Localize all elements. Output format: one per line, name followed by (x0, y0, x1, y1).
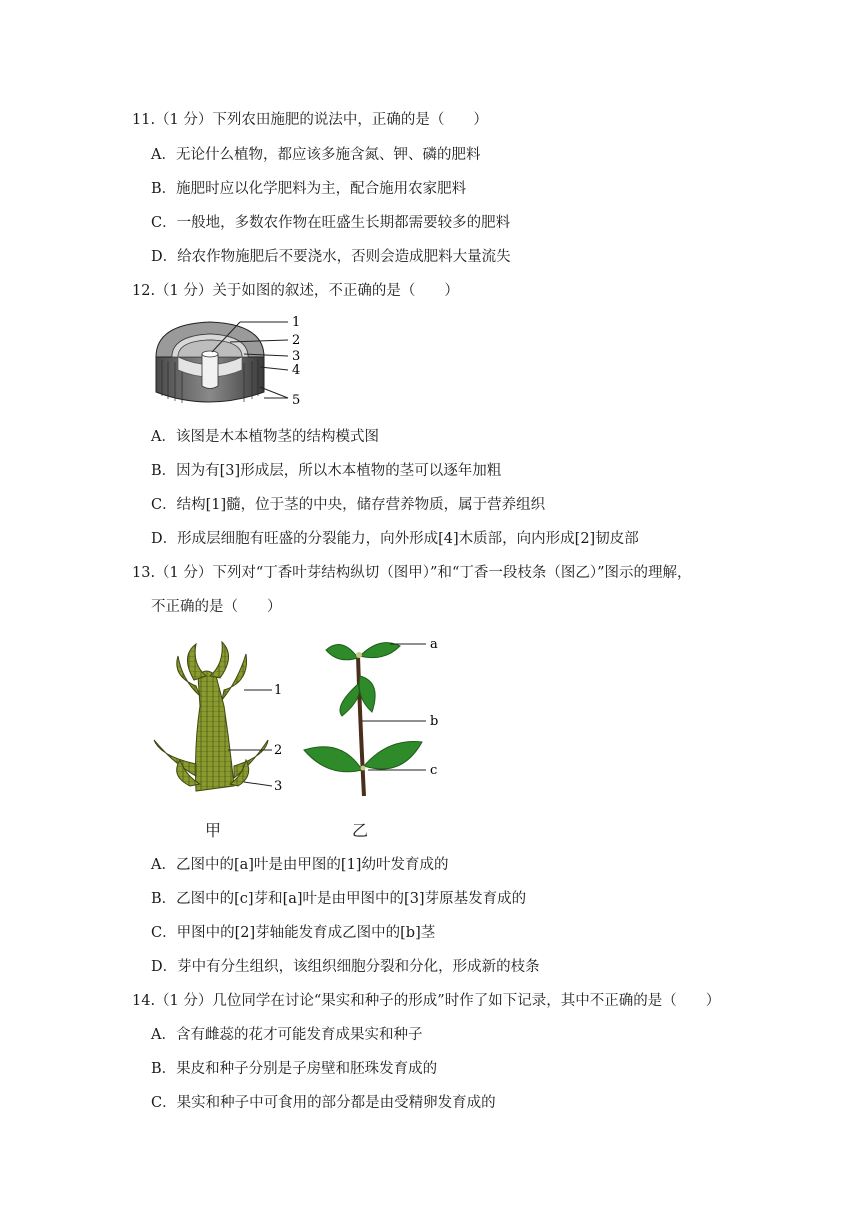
q12-option-c: C．结构[1]髓，位于茎的中央，储存营养物质，属于营养组织 (151, 497, 546, 513)
question-13-stem: 13.（1 分）下列对“丁香叶芽结构纵切（图甲）”和“丁香一段枝条（图乙）”图示的理解， (132, 565, 692, 581)
fig12-label-3: 3 (292, 349, 301, 364)
fig13-jia-label-1: 1 (274, 683, 283, 698)
fig12-label-2: 2 (292, 333, 301, 348)
question-11-stem: 11.（1 分）下列农田施肥的说法中，正确的是（ ） (132, 112, 488, 128)
q14-option-c: C．果实和种子中可食用的部分都是由受精卵发育成的 (151, 1095, 496, 1111)
q11-option-a: A．无论什么植物，都应该多施含氮、钾、磷的肥料 (151, 147, 481, 163)
fig13-jia-label-3: 3 (274, 779, 283, 794)
fig13-yi-label-c: c (430, 763, 438, 778)
fig13-jia-label-2: 2 (274, 743, 283, 758)
q13-option-b: B．乙图中的[c]芽和[a]叶是由甲图中的[3]芽原基发育成的 (151, 891, 527, 907)
q13-option-a: A．乙图中的[a]叶是由甲图的[1]幼叶发育成的 (151, 857, 449, 873)
fig12-label-4: 4 (292, 363, 301, 378)
fig13-yi-label-a: a (430, 637, 438, 652)
fig13-yi-caption: 乙 (352, 821, 369, 840)
question-14-stem: 14.（1 分）几位同学在讨论“果实和种子的形成”时作了如下记录，其中不正确的是（ ） (132, 993, 721, 1009)
fig12-label-1: 1 (292, 315, 301, 330)
q12-option-b: B．因为有[3]形成层，所以木本植物的茎可以逐年加粗 (151, 463, 502, 479)
question-13-stem-cont: 不正确的是（ ） (151, 599, 282, 615)
q11-option-c: C．一般地，多数农作物在旺盛生长期都需要较多的肥料 (151, 215, 511, 231)
fig13-yi-label-b: b (430, 714, 439, 729)
fig12-label-5: 5 (292, 393, 301, 408)
q14-option-a: A．含有雌蕊的花才可能发育成果实和种子 (151, 1027, 423, 1043)
q12-option-a: A．该图是木本植物茎的结构模式图 (151, 429, 379, 445)
q14-option-b: B．果皮和种子分别是子房壁和胚珠发育成的 (151, 1061, 438, 1077)
question-12-stem: 12.（1 分）关于如图的叙述，不正确的是（ ） (132, 283, 459, 299)
stem-cross-section-figure (148, 312, 308, 412)
q11-option-b: B．施肥时应以化学肥料为主，配合施用农家肥料 (151, 181, 467, 197)
fig13-jia-caption: 甲 (205, 821, 222, 840)
lilac-twig-figure (298, 628, 448, 808)
q11-option-d: D．给农作物施肥后不要浇水，否则会造成肥料大量流失 (151, 249, 511, 265)
q13-option-c: C．甲图中的[2]芽轴能发育成乙图中的[b]茎 (151, 925, 436, 941)
leaf-bud-section-figure (150, 636, 290, 806)
q13-option-d: D．芽中有分生组织，该组织细胞分裂和分化，形成新的枝条 (151, 959, 540, 975)
q12-option-d: D．形成层细胞有旺盛的分裂能力，向外形成[4]木质部，向内形成[2]韧皮部 (151, 531, 639, 547)
